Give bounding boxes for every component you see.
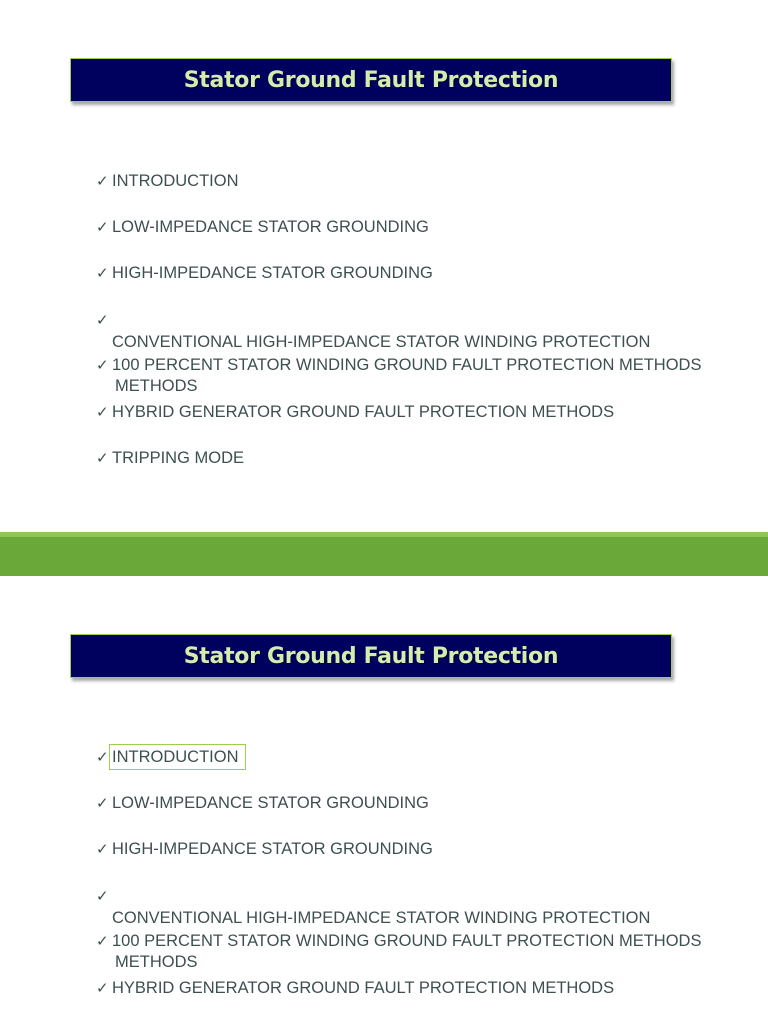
list-item [96, 447, 244, 469]
list-item [96, 746, 246, 770]
checkmark-icon: ✓ [96, 218, 109, 236]
slide-divider [0, 532, 768, 576]
list-item-label-highlighted: INTRODUCTION [109, 744, 246, 770]
checkmark-icon: ✓ [96, 356, 109, 374]
list-item [96, 401, 614, 423]
list-item-label-line-1: CONVENTIONAL HIGH-IMPEDANCE STATOR WINDING PROTECTION [112, 333, 651, 351]
list-item-label: HYBRID GENERATOR GROUND FAULT PROTECTION METHODS [112, 979, 615, 997]
slide-title-box [70, 634, 672, 678]
list-item-label: HIGH-IMPEDANCE STATOR GROUNDING [112, 264, 433, 282]
list-item-label: HYBRID GENERATOR GROUND FAULT PROTECTION METHODS [112, 403, 615, 421]
list-item-label: LOW-IMPEDANCE STATOR GROUNDING [112, 794, 429, 812]
checkmark-icon: ✓ [96, 748, 109, 766]
slide-title: Stator Ground Fault Protection [183, 643, 559, 669]
checkmark-icon: ✓ [96, 172, 109, 190]
list-item-label-line-2: METHODS [115, 953, 198, 971]
checkmark-icon: ✓ [96, 840, 109, 858]
checkmark-icon: ✓ [96, 887, 109, 905]
checkmark-icon: ✓ [96, 311, 109, 329]
list-item [96, 930, 701, 952]
checkmark-icon: ✓ [96, 794, 109, 812]
list-item-label: HIGH-IMPEDANCE STATOR GROUNDING [112, 840, 433, 858]
list-item [96, 977, 614, 999]
list-item [96, 170, 239, 192]
list-item [96, 262, 433, 284]
list-item-label-line-1: CONVENTIONAL HIGH-IMPEDANCE STATOR WINDING PROTECTION [112, 909, 651, 927]
checkmark-icon: ✓ [96, 932, 109, 950]
checkmark-icon: ✓ [96, 403, 109, 421]
list-item-label: LOW-IMPEDANCE STATOR GROUNDING [112, 218, 429, 236]
list-item-label: 100 PERCENT STATOR WINDING GROUND FAULT PROTECTION METHODS [112, 356, 702, 374]
list-item [96, 792, 429, 814]
checkmark-icon: ✓ [96, 264, 109, 282]
slide-title-box [70, 58, 672, 102]
slide-title: Stator Ground Fault Protection [183, 67, 559, 93]
list-item-label-line-2: METHODS [115, 377, 198, 395]
list-item-label: 100 PERCENT STATOR WINDING GROUND FAULT PROTECTION METHODS [112, 932, 702, 950]
checkmark-icon: ✓ [96, 979, 109, 997]
slide-2 [0, 576, 768, 1024]
list-item-label: TRIPPING MODE [112, 449, 245, 467]
list-item [96, 216, 429, 238]
list-item [96, 354, 701, 376]
list-item-label: INTRODUCTION [112, 172, 239, 190]
list-item [96, 838, 433, 860]
checkmark-icon: ✓ [96, 449, 109, 467]
